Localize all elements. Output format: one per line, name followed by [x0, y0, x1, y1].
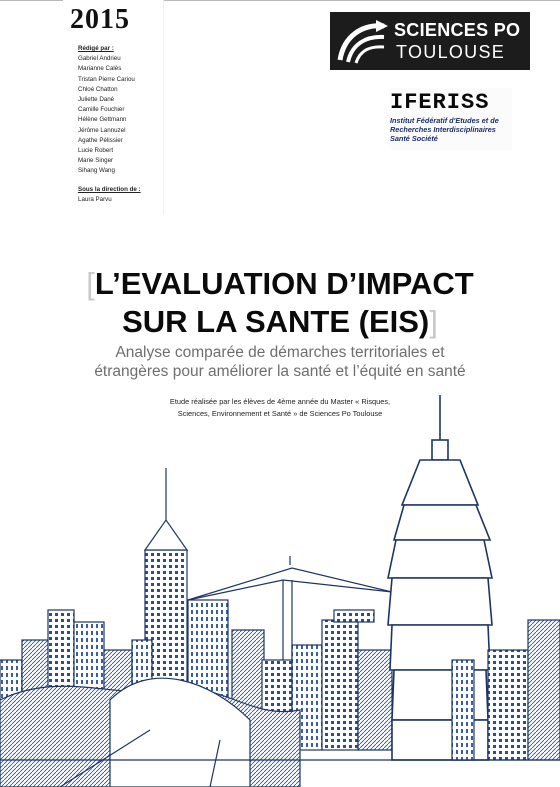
- study-line1: Etude réalisée par les élèves de 4ème année du Master « Risques,: [169, 397, 391, 406]
- iferiss-name: IFERISS: [390, 90, 490, 115]
- study-line2: Sciences, Environnement et Santé » de Sciences Po Toulouse: [177, 409, 383, 418]
- author-name: Tristan Pierre Cariou: [78, 75, 135, 83]
- document-subtitle: [0, 344, 560, 381]
- title-bracket-close: ]: [429, 304, 438, 339]
- sciences-po-line1: SCIENCES PO: [394, 20, 521, 40]
- title-bracket-open: [: [86, 266, 95, 301]
- author-name: Hélène Gettmann: [78, 116, 127, 124]
- title-line2-row: [0, 303, 560, 341]
- author-list: [78, 44, 141, 205]
- title-line2: SUR LA SANTE (EIS): [122, 304, 430, 339]
- author-name: Marie Singer: [78, 157, 114, 165]
- subtitle-line1: Analyse comparée de démarches territoriales et: [115, 344, 445, 361]
- document-title: [0, 265, 560, 341]
- subtitle-line2: étrangères pour améliorer la santé et l’équité en santé: [94, 362, 466, 380]
- title-line1: L’EVALUATION D’IMPACT: [94, 266, 474, 301]
- author-name: Gabriel Andrieu: [78, 55, 121, 63]
- author-name: Marianne Calès: [78, 65, 122, 73]
- iferiss-subtitle: Institut Fédératif d'Etudes et de Recherches Interdisciplinaires Santé Société: [390, 116, 499, 143]
- written-by-label: Rédigé par :: [78, 45, 114, 52]
- direction-label: Sous la direction de :: [78, 185, 141, 193]
- author-name: Lucie Robert: [78, 147, 114, 155]
- author-name: Sihang Wang: [78, 167, 115, 175]
- author-name: Camille Fouchier: [78, 106, 125, 114]
- year-label: 2015: [70, 4, 130, 35]
- sciences-po-line2: TOULOUSE: [396, 42, 506, 62]
- city-skyline-illustration: [0, 390, 560, 787]
- title-line1-row: [0, 265, 560, 303]
- author-name: Juliette Dané: [78, 96, 115, 104]
- iferiss-logo: [390, 88, 512, 150]
- author-name: Jérôme Lannuzel: [78, 126, 126, 134]
- sciences-po-logo: [330, 12, 530, 70]
- author-name: Chloé Chatton: [78, 85, 118, 93]
- sciences-po-arrow-icon: [334, 16, 390, 66]
- author-name: Agathe Pélissier: [78, 136, 123, 144]
- director-name: Laura Parvu: [78, 195, 112, 203]
